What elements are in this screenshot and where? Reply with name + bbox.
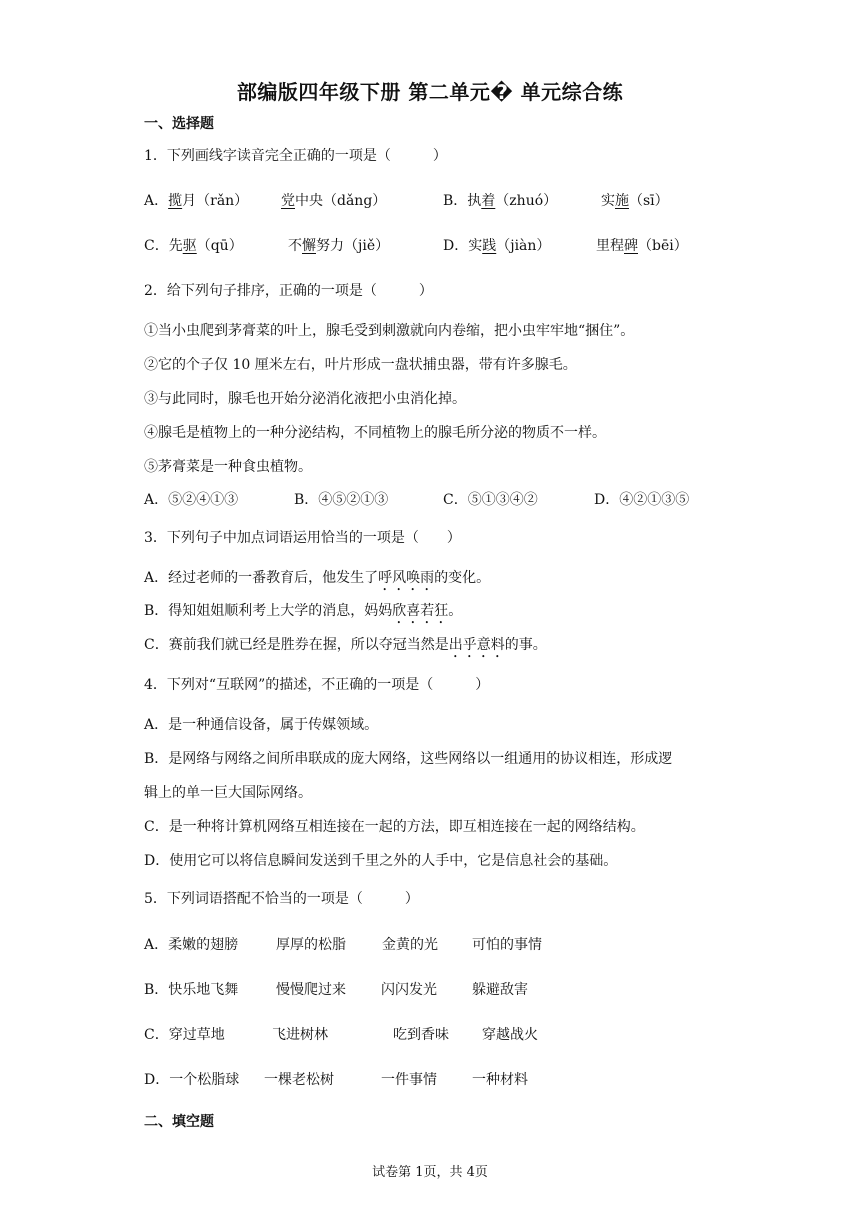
q5-option-a-word2: 厚厚的松脂 [276,937,346,953]
q4-option-d: D．使用它可以将信息瞬间发送到千里之外的人手中，它是信息社会的基础。 [144,853,618,869]
q4-option-c: C．是一种将计算机网络互相连接在一起的方法，即互相连接在一起的网络结构。 [144,819,645,835]
q1-option-a: A．揽月（rǎn） [144,193,249,209]
q2-sentence-1: ①当小虫爬到茅膏菜的叶上，腺毛受到刺激就向内卷缩，把小虫牢牢地“捆住”。 [144,323,635,339]
section-heading-fill-in: 二、填空题 [144,1114,214,1130]
q2-sentence-2: ②它的个子仅 10 厘米左右，叶片形成一盘状捕虫器，带有许多腺毛。 [144,357,577,373]
q4-option-a: A．是一种通信设备，属于传媒领域。 [144,717,379,733]
question-1-stem: 1．下列画线字读音完全正确的一项是（ ） [144,148,447,164]
q5-option-b-word2: 慢慢爬过来 [276,982,346,998]
q1-option-b: B．执着（zhuó） [443,193,558,209]
q5-option-b-word3: 闪闪发光 [381,982,437,998]
q5-option-c-word3: 吃到香味 [393,1027,449,1043]
question-2-stem: 2．给下列句子排序，正确的一项是（ ） [144,283,433,299]
q1-option-b-item2: 实施（sī） [601,193,669,209]
q5-option-c-word2: 飞进树林 [272,1027,328,1043]
q1-option-c: C．先驱（qū） [144,238,243,254]
section-heading-choice: 一、选择题 [144,116,214,132]
q2-sentence-4: ④腺毛是植物上的一种分泌结构，不同植物上的腺毛所分泌的物质不一样。 [144,425,606,441]
q4-option-b-line2: 辑上的单一巨大国际网络。 [144,785,312,801]
q5-option-b-word1: B．快乐地飞舞 [144,982,239,998]
q5-option-a-word1: A．柔嫩的翅膀 [144,937,239,953]
q5-option-d-word2: 一棵老松树 [264,1072,334,1088]
q1-option-a-item2: 党中央（dǎng） [281,193,387,209]
q5-option-a-word3: 金黄的光 [382,937,438,953]
q5-option-a-word4: 可怕的事情 [472,937,542,953]
question-5-stem: 5．下列词语搭配不恰当的一项是（ ） [144,891,419,907]
q2-sentence-3: ③与此同时，腺毛也开始分泌消化液把小虫消化掉。 [144,391,466,407]
q5-option-d-word3: 一件事情 [381,1072,437,1088]
question-4-stem: 4．下列对“互联网”的描述，不正确的一项是（ ） [144,677,490,693]
q1-option-d: D．实践（jiàn） [443,238,551,254]
q2-sentence-5: ⑤茅膏菜是一种食虫植物。 [144,459,312,475]
q5-option-c-word1: C．穿过草地 [144,1027,225,1043]
q3-option-a: A．经过老师的一番教育后，他发生了呼风唤雨的变化。 [144,570,491,586]
q5-option-d-word1: D．一个松脂球 [144,1072,240,1088]
question-3-stem: 3．下列句子中加点词语运用恰当的一项是（ ） [144,530,461,546]
q2-option-d: D．④②①③⑤ [594,492,690,508]
page-footer: 试卷第 1页，共 4页 [372,1165,488,1180]
q1-option-c-item2: 不懈努力（jiě） [288,238,390,254]
q5-option-c-word4: 穿越战火 [482,1027,538,1043]
q2-option-b: B．④⑤②①③ [294,492,389,508]
page-title: 部编版四年级下册 第二单元� 单元综合练 [236,80,624,104]
q5-option-d-word4: 一种材料 [472,1072,528,1088]
q2-option-a: A．⑤②④①③ [144,492,239,508]
q5-option-b-word4: 躲避敌害 [472,982,528,998]
q3-option-c: C．赛前我们就已经是胜券在握，所以夺冠当然是出乎意料的事。 [144,637,547,653]
q2-option-c: C．⑤①③④② [443,492,538,508]
q4-option-b-line1: B．是网络与网络之间所串联成的庞大网络，这些网络以一组通用的协议相连，形成逻 [144,751,673,767]
q3-option-b: B．得知姐姐顺利考上大学的消息，妈妈欣喜若狂。 [144,603,463,619]
q1-option-d-item2: 里程碑（bēi） [596,238,688,254]
